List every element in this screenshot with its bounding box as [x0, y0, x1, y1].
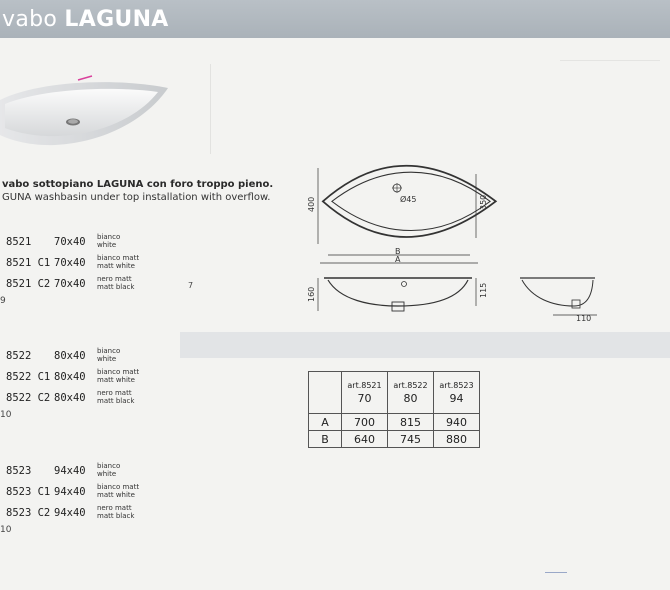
table-header-cell [388, 372, 434, 414]
finish-it: bianco [97, 462, 121, 470]
finish-it: bianco [97, 347, 121, 355]
page-number: 10 [0, 525, 12, 535]
finish-it: bianco matt [97, 368, 140, 376]
dimensions-table [308, 371, 480, 448]
finish-en: matt black [97, 512, 135, 520]
table-cell: 940 [434, 414, 480, 431]
title-prefix: vabo [2, 7, 65, 32]
finish-en: matt white [97, 376, 135, 384]
finish-it: bianco matt [97, 483, 140, 491]
product-description [2, 178, 273, 204]
product-size: 70x40 [54, 236, 86, 248]
section-band [180, 332, 670, 358]
article-size: 80 [403, 391, 418, 405]
finish-en: matt black [97, 397, 135, 405]
row-label: B [309, 431, 342, 448]
side-view [520, 278, 595, 308]
finish-en: white [97, 241, 117, 249]
washbasin-photo [0, 70, 170, 155]
product-size: 94x40 [54, 465, 86, 477]
header-bar [0, 0, 670, 38]
finish-it: nero matt [97, 389, 132, 397]
table-cell: 640 [342, 431, 388, 448]
finish-it: bianco [97, 233, 121, 241]
finish-it: nero matt [97, 504, 132, 512]
finish-it: bianco matt [97, 254, 140, 262]
finish-en: matt white [97, 262, 135, 270]
width-b-label: B [395, 247, 401, 256]
article-size: 70 [357, 391, 372, 405]
product-size: 80x40 [54, 371, 86, 383]
height-label: 400 [307, 196, 316, 212]
table-row [309, 414, 480, 431]
description-english: GUNA washbasin under top installation with overflow. [2, 192, 271, 203]
product-code: 8521 C1 [6, 257, 51, 269]
show-through-line [210, 64, 211, 154]
front-section-view [324, 278, 472, 311]
page-number: 9 [0, 296, 6, 306]
hole-label: Ø45 [400, 195, 417, 204]
inner-height-label: 350 [479, 194, 488, 210]
description-italian: vabo sottopiano LAGUNA con foro troppo pieno. [2, 179, 274, 190]
table-cell: 815 [388, 414, 434, 431]
product-code: 8521 C2 [6, 278, 51, 290]
table-header-row [309, 372, 480, 414]
depth-label: 160 [307, 286, 316, 302]
product-code: 8522 C1 [6, 371, 51, 383]
product-code: 8522 [6, 350, 32, 362]
inner-depth-label: 115 [479, 282, 488, 298]
table-cell: 745 [388, 431, 434, 448]
product-code: 8523 C2 [6, 507, 51, 519]
product-size: 94x40 [54, 486, 86, 498]
product-code: 8521 [6, 236, 32, 248]
product-code: 8522 C2 [6, 392, 51, 404]
article-size: 94 [449, 391, 464, 405]
article-code: art.8522 [393, 380, 428, 390]
show-through-line [560, 60, 660, 61]
product-size: 80x40 [54, 350, 86, 362]
page-title [2, 7, 169, 32]
table-row [309, 431, 480, 448]
side-width-label: 110 [576, 314, 592, 323]
title-main: LAGUNA [64, 7, 169, 32]
show-through-line [545, 572, 567, 573]
product-size: 94x40 [54, 507, 86, 519]
product-finish [97, 347, 120, 363]
stray-mark: 7 [188, 281, 194, 290]
finish-en: matt white [97, 491, 135, 499]
product-finish [97, 368, 139, 384]
product-finish [97, 233, 120, 249]
table-corner-cell [309, 372, 342, 414]
table-header-cell [342, 372, 388, 414]
table-cell: 880 [434, 431, 480, 448]
table-header-cell [434, 372, 480, 414]
product-size: 70x40 [54, 257, 86, 269]
product-finish [97, 389, 134, 405]
width-a-label: A [395, 255, 401, 264]
product-finish [97, 504, 134, 520]
product-finish [97, 254, 139, 270]
product-finish [97, 462, 120, 478]
technical-drawing [300, 160, 610, 330]
finish-en: matt black [97, 283, 135, 291]
product-code: 8523 C1 [6, 486, 51, 498]
product-size: 80x40 [54, 392, 86, 404]
article-code: art.8523 [439, 380, 474, 390]
article-code: art.8521 [347, 380, 382, 390]
product-code: 8523 [6, 465, 32, 477]
row-label: A [309, 414, 342, 431]
table-cell: 700 [342, 414, 388, 431]
finish-en: white [97, 470, 117, 478]
product-size: 70x40 [54, 278, 86, 290]
product-finish [97, 483, 139, 499]
page-number: 10 [0, 410, 12, 420]
finish-it: nero matt [97, 275, 132, 283]
product-finish [97, 275, 134, 291]
finish-en: white [97, 355, 117, 363]
